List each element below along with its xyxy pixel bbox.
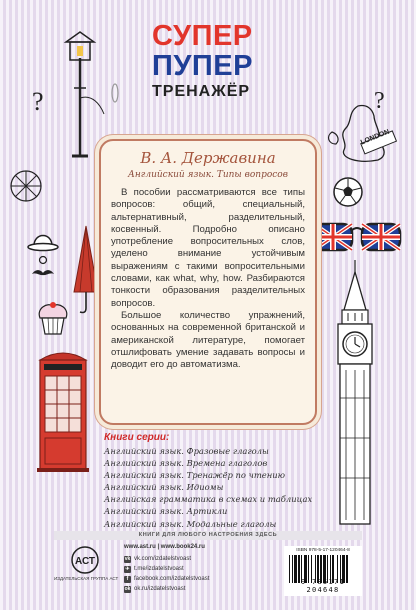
description-paragraph-2: Большое количество упражнений, основанных на современной британской и американской литературе, помогает отшлифовать умение задавать вопросы и доводит его до автоматизма.: [111, 309, 305, 371]
facebook-icon: f: [124, 576, 131, 583]
red-phone-box-icon: [34, 346, 92, 474]
brand-line-trenazher: ТРЕНАЖЁР: [152, 83, 251, 100]
description-paragraph-1: В пособии рассматриваются все типы вопросов: общий, специальный, альтернативный, разделительный, косвенный. Подробно описано употребление вопросительных слов, уделено внимание устойчивым выражениям с такими вопросительными словами, как what, why, how. Разбираются тонкости образования разделительных вопросов.: [111, 187, 305, 309]
telegram-icon: ✈: [125, 565, 130, 572]
series-item: Английский язык. Артикли: [104, 506, 228, 517]
book-author: В. А. Державина: [140, 149, 276, 167]
description-frame: [99, 139, 317, 425]
pie-chart-doodle-icon: [6, 166, 46, 206]
odnoklassniki-icon: ok: [124, 585, 131, 592]
series-list: [104, 432, 324, 530]
book-description: [111, 187, 305, 371]
big-ben-icon: [320, 258, 390, 528]
series-brand: [152, 22, 253, 100]
social-link-text: vk.com/izdatelstvoast: [134, 556, 192, 562]
series-item: Английский язык. Идиомы: [104, 482, 224, 493]
series-item: Английский язык. Тренажёр по чтению: [104, 470, 286, 481]
london-label: LONDON: [359, 128, 391, 147]
safety-pin-icon: [108, 82, 122, 104]
series-item: Английский язык. Времена глаголов: [104, 458, 268, 469]
svg-text:?: ?: [32, 87, 44, 116]
barcode-block: [284, 546, 362, 596]
brand-line-puper: ПУПЕР: [152, 50, 253, 82]
social-link-facebook[interactable]: [124, 574, 209, 584]
series-item: Английская грамматика в схемах и таблицах: [104, 494, 313, 505]
social-links: [124, 554, 209, 594]
question-mark-icon: [30, 86, 46, 116]
street-lamp-icon: [52, 28, 108, 158]
barcode-number: 9 785171 204648: [300, 578, 346, 594]
brand-line-super: СУПЕР: [152, 20, 253, 52]
social-link-odnoklassniki[interactable]: [124, 584, 209, 594]
bowler-hat-mustache-icon: [26, 228, 60, 286]
union-jack-sunglasses-icon: [310, 216, 406, 256]
social-link-vk[interactable]: [124, 554, 209, 564]
series-title: Книги серии:: [104, 432, 170, 443]
social-link-text: facebook.com/izdatelstvoast: [134, 576, 210, 582]
cupcake-icon: [34, 300, 72, 340]
svg-text:?: ?: [374, 88, 385, 114]
vk-icon: vk: [124, 555, 131, 562]
promo-bar: КНИГИ ДЛЯ ЛЮБОГО НАСТРОЕНИЯ ЗДЕСЬ: [54, 531, 362, 540]
publisher-block: [54, 545, 119, 581]
website-links[interactable]: www.ast.ru | www.book24.ru: [124, 544, 205, 550]
social-link-text: t.me/izdatelstvoast: [134, 566, 184, 572]
social-link-telegram[interactable]: [124, 564, 209, 574]
series-item: Английский язык. Фразовые глаголы: [104, 446, 269, 456]
soccer-ball-icon: [332, 176, 364, 208]
social-link-text: ok.ru/izdatelstvoast: [134, 586, 186, 592]
publisher-name: ИЗДАТЕЛЬСКАЯ ГРУППА АСТ: [54, 576, 119, 581]
book-subtitle: Английский язык. Типы вопросов: [128, 170, 288, 180]
ast-logo-icon: [70, 545, 100, 575]
ast-logo-text: АСТ: [74, 556, 96, 567]
uk-map-icon: [318, 102, 408, 168]
series-item: Английский язык. Модальные глаголы: [104, 518, 277, 529]
isbn-text: ISBN 978-5-17-120464-8: [296, 548, 350, 553]
